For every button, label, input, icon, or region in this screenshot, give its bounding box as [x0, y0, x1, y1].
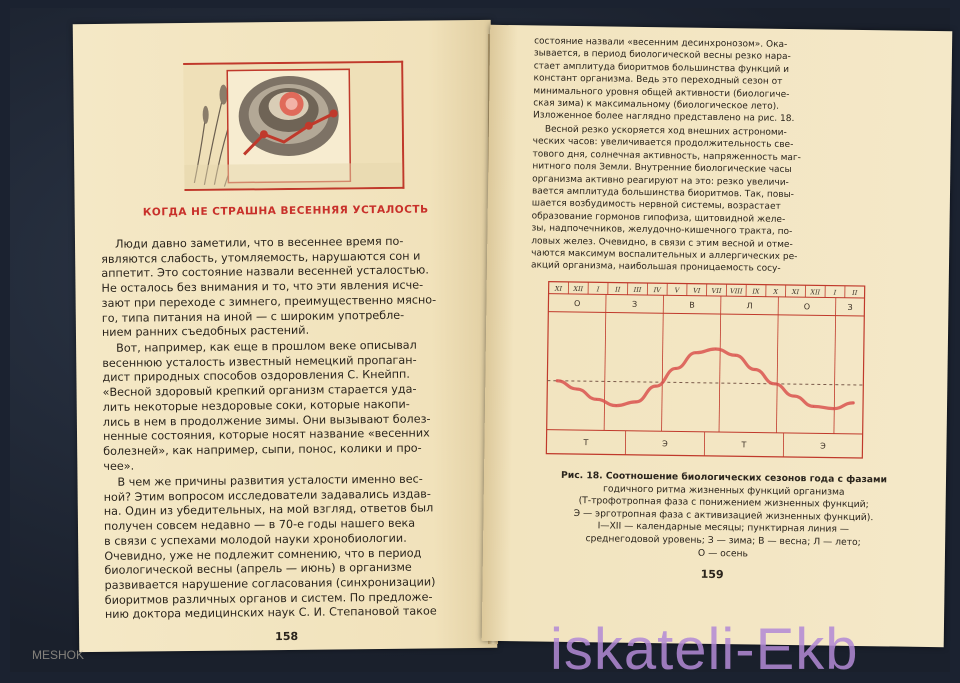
text-line: состояние назвали «весенним десинхронозом». Ока-	[534, 35, 864, 52]
text-line: ловых желез. Очевидно, в связи с этим весной и отме-	[531, 235, 861, 252]
text-line: нию доктора медицинских наук С. И. Степановой такое	[105, 604, 475, 623]
month-label: VI	[693, 287, 701, 295]
month-label: III	[633, 286, 642, 294]
text-line: стает амплитуда биоритмов большинства функций и	[534, 60, 864, 77]
month-label: II	[614, 286, 621, 294]
month-label: XI	[554, 285, 563, 293]
text-line: Не осталось без внимания и то, что эти явления исче-	[101, 278, 471, 297]
text-line: чее».	[103, 456, 473, 475]
season-label: З	[632, 300, 637, 309]
text-line: зают при переходе с зимнего, преимущественно мясно-	[102, 293, 472, 312]
figure-caption	[553, 470, 894, 563]
text-line: «Весной здоровый крепкий организм старается уда-	[103, 382, 473, 401]
month-label: XII	[809, 288, 820, 296]
season-divider	[776, 297, 778, 433]
chart-svg	[544, 280, 866, 462]
text-line: зы, надпочечников, желудочно-кишечного тракта, по-	[531, 223, 861, 240]
month-label: XI	[791, 288, 800, 296]
text-line: чаются максимум воспалительных и аллергических ре-	[531, 247, 861, 264]
text-line: Весной резко ускоряется ход внешних астрономи-	[533, 123, 863, 140]
text-line: Люди давно заметили, что в весеннее время по-	[101, 234, 471, 253]
season-divider	[604, 294, 606, 430]
text-line: на. Один из убедительных, на мой взгляд, ответов был	[104, 501, 474, 520]
caption-line: среднегодовой уровень; З — зима; В — весна; Л — лето;	[553, 533, 893, 550]
text-line: развивается нарушение согласования (синхронизации)	[105, 575, 475, 594]
month-label: IX	[751, 287, 760, 295]
text-line: образование гормонов гипофиза, щитовидной желе-	[532, 210, 862, 227]
month-label: VII	[712, 287, 722, 295]
text-line: являются слабость, утомляемость, нарушаются сон и	[101, 249, 471, 268]
season-label: Л	[746, 301, 752, 310]
phase-label: Э	[662, 439, 668, 448]
text-line: ская зима) к максимальному (биологическое лето).	[533, 97, 863, 114]
month-label: IV	[653, 286, 663, 294]
chapter-heading: КОГДА НЕ СТРАШНА ВЕСЕННЯЯ УСТАЛОСТЬ	[135, 203, 437, 218]
corner-logo: MESHOK	[32, 648, 84, 662]
text-line: минимального уровня общей активности (биологиче-	[533, 85, 863, 102]
chapter-illustration	[183, 61, 404, 191]
rhythm-curve	[557, 347, 854, 409]
left-page	[73, 20, 498, 652]
text-line: вается амплитуда большинства биоритмов. Так, повы-	[532, 185, 862, 202]
text-line: зывается, в период биологической весны резко нара-	[534, 48, 864, 65]
grid-line	[548, 312, 864, 316]
text-line: го, типа питания на иной — с широким употребле-	[102, 308, 472, 327]
month-label: VIII	[730, 287, 743, 295]
caption-line: Рис. 18. Соотношение биологических сезонов года с фазами	[554, 470, 894, 487]
mean-line	[547, 381, 863, 385]
caption-line: годичного ритма жизненных функций организма	[554, 482, 894, 499]
phase-label: Э	[820, 441, 826, 450]
season-label: В	[689, 301, 695, 310]
text-line: ненные состояния, которые носят название «весенних	[103, 426, 473, 445]
text-line: шается возбудимость нервной системы, возрастает	[532, 198, 862, 215]
text-line: аппетит. Это состояние назвали весенней усталостью.	[101, 263, 471, 282]
text-line: в связи с успехами молодой науки хронобиологии.	[104, 531, 474, 550]
month-label: I	[596, 285, 600, 293]
text-line: биологической весны (апрель — июнь) в организме	[104, 560, 474, 579]
caption-line: (Т-трофотропная фаза с понижением жизненных функций;	[554, 495, 894, 512]
text-line: тового дня, солнечная активность, напряженность маг-	[532, 148, 862, 165]
text-line: нием ранних съедобных растений.	[102, 322, 472, 341]
text-line: болезней», как например, сыпи, понос, колики и про-	[103, 441, 473, 460]
caption-line: Э — эрготропная фаза с активизацией жизненных функций).	[553, 508, 893, 525]
phase-label: Т	[582, 438, 588, 447]
book-spread	[10, 8, 950, 672]
text-line: дист природных способов оздоровления С. Кнейпп.	[102, 367, 472, 386]
season-divider	[719, 296, 721, 432]
text-line: акций организма, наибольшая проницаемость сосу-	[531, 260, 861, 277]
text-line: Вот, например, как еще в прошлом веке описывал	[102, 338, 472, 357]
text-line: Очевидно, уже не подлежит сомнению, что в период	[104, 546, 474, 565]
text-line: лись в нем в продолжение зимы. Они вызывают болез-	[103, 412, 473, 431]
season-label: О	[804, 302, 810, 311]
text-line: В чем же причины развития усталости именно вес-	[103, 472, 473, 491]
text-line: ной? Этим вопросом исследователи задавались издав-	[104, 487, 474, 506]
phase-label: Т	[740, 440, 746, 449]
text-line: ческих часов: увеличивается продолжительность све-	[533, 136, 863, 153]
caption-line: I—XII — календарные месяцы; пунктирная линия —	[553, 520, 893, 537]
text-line: получен совсем недавно — в 70-е годы нашего века	[104, 516, 474, 535]
text-line: констант организма. Ведь это переходный сезон от	[533, 73, 863, 90]
watermark: iskateli-Ekb	[550, 616, 859, 683]
month-label: V	[675, 286, 681, 294]
caption-line: О — осень	[553, 545, 893, 562]
paragraph-1	[101, 234, 472, 341]
text-line: биоритмов различных органов и систем. По предложе-	[105, 590, 475, 609]
season-divider	[834, 298, 836, 434]
month-label: II	[851, 289, 858, 297]
season-label: З	[847, 303, 852, 312]
text-line: Изложенное более наглядно представлено на рис. 18.	[533, 110, 863, 127]
page-number-right: 159	[701, 568, 724, 581]
illustration-graphic	[183, 63, 402, 189]
season-divider	[662, 295, 664, 431]
page-number-left: 158	[275, 630, 298, 643]
text-line: организма активно реагируют на это: резко увеличи-	[532, 173, 862, 190]
paragraph-3	[103, 472, 475, 623]
season-label: О	[574, 299, 580, 308]
month-label: X	[772, 288, 778, 296]
text-line: весеннюю усталость известный немецкий пропаган-	[102, 353, 472, 372]
right-top-text	[533, 35, 864, 126]
month-label: I	[833, 289, 837, 297]
right-page	[482, 25, 953, 647]
month-label: XII	[572, 285, 583, 293]
right-second-text	[531, 123, 863, 276]
text-line: лить некоторые нездоровые соки, которые накопи-	[103, 397, 473, 416]
paragraph-2	[102, 338, 473, 474]
text-line: нитного поля Земли. Внутренние биологические часы	[532, 161, 862, 178]
season-rhythm-chart	[544, 280, 866, 462]
